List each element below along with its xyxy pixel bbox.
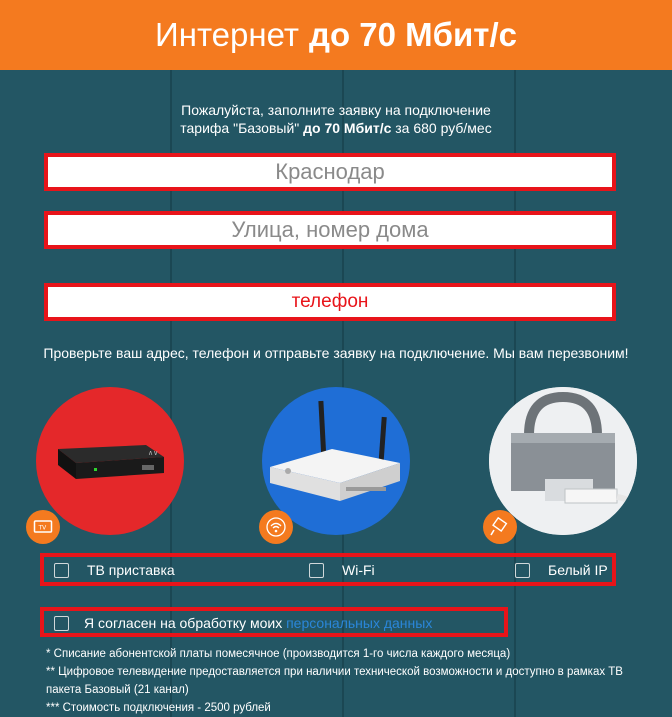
consent-text (84, 615, 432, 631)
option-ip[interactable] (515, 562, 608, 578)
footnote-3: *** Стоимость подключения - 2500 рублей (46, 702, 271, 714)
personal-data-link[interactable]: персональных данных (286, 615, 433, 631)
intro-line-2-bold: до 70 Мбит/с (303, 120, 392, 136)
tv-icon (26, 510, 60, 544)
intro-text (0, 101, 672, 137)
phone-field[interactable] (44, 283, 616, 321)
consent-group (40, 607, 508, 637)
consent-checkbox[interactable] (54, 616, 69, 631)
ip-checkbox[interactable] (515, 563, 530, 578)
header-title: Интернет (155, 16, 299, 53)
check-note: Проверьте ваш адрес, телефон и отправьте заявку на подключение. Мы вам перезвоним! (43, 345, 629, 361)
page-header (0, 0, 672, 70)
wifi-icon (259, 510, 293, 544)
intro-line-1: Пожалуйста, заполните заявку на подключение (181, 102, 491, 118)
intro-line-2 (0, 119, 672, 137)
city-field[interactable] (44, 153, 616, 191)
option-ip-label: Белый IP (548, 562, 608, 578)
options-group (40, 553, 616, 586)
footnote-2: ** Цифровое телевидение предоставляется при наличии технической возможности и доступно в рамках ТВ пакета Базовый (21 канал) (46, 666, 623, 696)
street-field-placeholder: Улица, номер дома (231, 217, 429, 242)
option-wifi-label: Wi-Fi (342, 562, 375, 578)
svg-text:∧∨: ∧∨ (148, 449, 159, 457)
tv-checkbox[interactable] (54, 563, 69, 578)
city-field-value: Краснодар (275, 159, 385, 184)
svg-text:TV: TV (38, 524, 47, 532)
option-tv[interactable] (54, 562, 175, 578)
phone-field-placeholder: телефон (291, 291, 369, 312)
intro-line-2-post: за 680 руб/мес (391, 120, 492, 136)
ethernet-icon (483, 510, 517, 544)
wifi-checkbox[interactable] (309, 563, 324, 578)
footnote-1: * Списание абонентской платы помесячное (производится 1-го числа каждого месяца) (46, 648, 511, 660)
street-field[interactable] (44, 211, 616, 249)
option-wifi[interactable] (309, 562, 375, 578)
tv-box-image (36, 387, 184, 535)
intro-line-2-pre: тарифа "Базовый" (180, 120, 304, 136)
option-tv-label: ТВ приставка (87, 562, 175, 578)
security-ethernet-image (489, 387, 637, 535)
header-title-bold: до 70 Мбит/с (309, 16, 517, 53)
consent-label: Я согласен на обработку моих (84, 615, 287, 631)
footnotes (46, 645, 636, 717)
